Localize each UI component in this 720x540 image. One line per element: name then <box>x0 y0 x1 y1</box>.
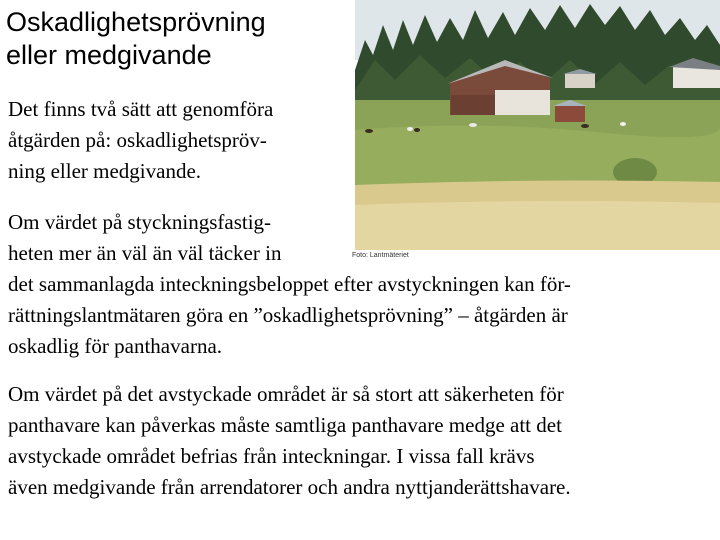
text-line: Om värdet på det avstyckade området är så stort att säkerheten för <box>8 382 564 406</box>
text-line: Det finns två sätt att genomföra <box>8 97 274 121</box>
page-title <box>6 6 346 72</box>
photo-credit: Foto: Lantmäteriet <box>352 252 409 259</box>
text-line: panthavare kan påverkas måste samtliga panthavare medge att det <box>8 413 562 437</box>
paragraph-intro <box>8 94 273 187</box>
paragraph-oskadlighetsprovning <box>8 207 571 362</box>
text-line: åtgärden på: oskadlighetspröv- <box>8 128 267 152</box>
title-line-2: eller medgivande <box>6 40 212 70</box>
title-line-1: Oskadlighetsprövning <box>6 7 266 37</box>
text-line: Om värdet på styckningsfastig- <box>8 210 272 234</box>
text-line: det sammanlagda inteckningsbeloppet efter avstyckningen kan för- <box>8 272 571 296</box>
text-line: oskadlig för panthavarna. <box>8 334 223 358</box>
text-line: heten mer än väl än väl täcker in <box>8 241 282 265</box>
text-line: ning eller medgivande. <box>8 159 202 183</box>
paragraph-medgivande <box>8 379 571 503</box>
text-line: avstyckade området befrias från inteckningar. I vissa fall krävs <box>8 444 535 468</box>
text-line: rättningslantmätaren göra en ”oskadlighetsprövning” – åtgärden är <box>8 303 568 327</box>
text-line: även medgivande från arrendatorer och andra nyttjanderättshavare. <box>8 475 571 499</box>
